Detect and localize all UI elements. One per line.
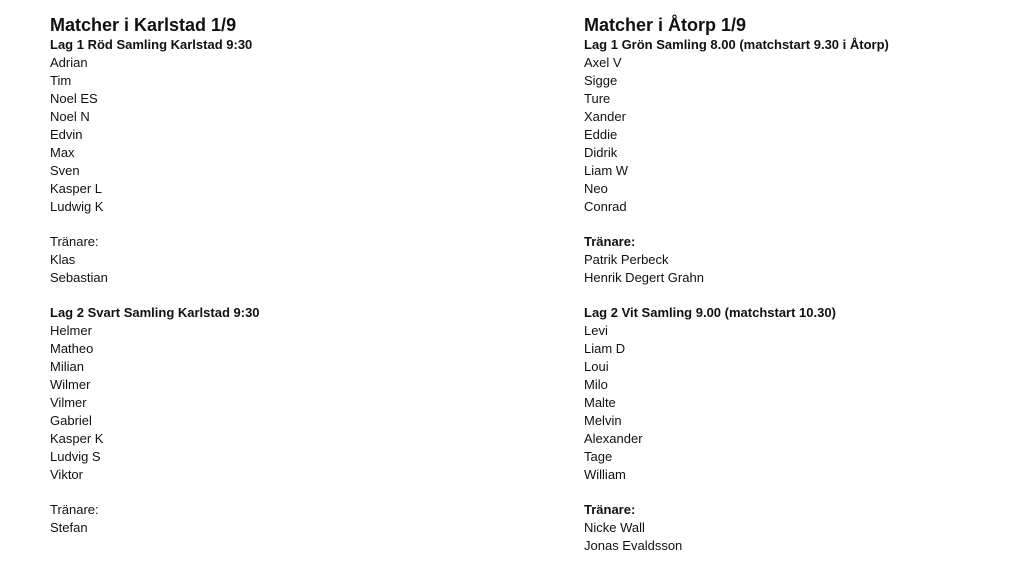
karlstad-column (50, 14, 530, 537)
player-list (584, 322, 1014, 484)
spacer (50, 216, 530, 233)
coach-item: Jonas Evaldsson (584, 538, 683, 553)
player-item: Milo (584, 377, 608, 392)
player-item: Xander (584, 109, 626, 124)
player-item: Matheo (50, 341, 94, 356)
player-item: Liam D (584, 341, 626, 356)
player-item: Vilmer (50, 395, 87, 410)
team-karlstad-lag1 (50, 36, 530, 287)
player-item: Loui (584, 359, 609, 374)
player-item: Malte (584, 395, 616, 410)
atorp-title: Matcher i Åtorp 1/9 (584, 15, 747, 35)
player-item: Melvin (584, 413, 622, 428)
player-item: Adrian (50, 55, 88, 70)
player-item: Max (50, 145, 75, 160)
team-title: Lag 1 Grön Samling 8.00 (matchstart 9.30 i Åtorp) (584, 37, 889, 52)
player-item: Tim (50, 73, 72, 88)
player-item: Edvin (50, 127, 83, 142)
team-atorp-lag1 (584, 36, 1014, 287)
player-item: Ludwig K (50, 199, 104, 214)
team-karlstad-lag2 (50, 304, 530, 537)
player-item: Sigge (584, 73, 618, 88)
player-item: Gabriel (50, 413, 92, 428)
player-item: Viktor (50, 467, 83, 482)
player-item: Neo (584, 181, 608, 196)
coach-list (50, 251, 530, 287)
team-atorp-lag2 (584, 304, 1014, 555)
player-item: Kasper L (50, 181, 103, 196)
coach-label: Tränare: (50, 502, 99, 517)
spacer (584, 287, 1014, 304)
coach-list (584, 519, 1014, 555)
player-item: Ludvig S (50, 449, 101, 464)
player-item: William (584, 467, 626, 482)
spacer (50, 484, 530, 501)
coach-label: Tränare: (50, 234, 99, 249)
player-item: Liam W (584, 163, 629, 178)
player-item: Eddie (584, 127, 618, 142)
coach-item: Henrik Degert Grahn (584, 270, 704, 285)
player-item: Noel ES (50, 91, 98, 106)
coach-list (50, 519, 530, 537)
coach-item: Sebastian (50, 270, 108, 285)
player-item: Didrik (584, 145, 618, 160)
coach-item: Patrik Perbeck (584, 252, 669, 267)
player-item: Helmer (50, 323, 92, 338)
spacer (50, 287, 530, 304)
coach-item: Stefan (50, 520, 88, 535)
player-item: Axel V (584, 55, 622, 70)
player-item: Kasper K (50, 431, 104, 446)
player-item: Noel N (50, 109, 90, 124)
atorp-column (584, 14, 1014, 555)
team-title: Lag 1 Röd Samling Karlstad 9:30 (50, 37, 253, 52)
coach-list (584, 251, 1014, 287)
karlstad-title: Matcher i Karlstad 1/9 (50, 15, 237, 35)
coach-item: Nicke Wall (584, 520, 645, 535)
spacer (584, 216, 1014, 233)
player-item: Tage (584, 449, 613, 464)
team-title: Lag 2 Svart Samling Karlstad 9:30 (50, 305, 260, 320)
player-item: Ture (584, 91, 611, 106)
player-list (50, 54, 530, 216)
player-item: Sven (50, 163, 80, 178)
player-item: Wilmer (50, 377, 91, 392)
coach-label: Tränare: (584, 502, 636, 517)
coach-item: Klas (50, 252, 76, 267)
player-list (50, 322, 530, 484)
team-title: Lag 2 Vit Samling 9.00 (matchstart 10.30) (584, 305, 836, 320)
player-item: Alexander (584, 431, 643, 446)
spacer (584, 484, 1014, 501)
player-item: Milian (50, 359, 84, 374)
player-list (584, 54, 1014, 216)
player-item: Levi (584, 323, 608, 338)
coach-label: Tränare: (584, 234, 636, 249)
player-item: Conrad (584, 199, 627, 214)
